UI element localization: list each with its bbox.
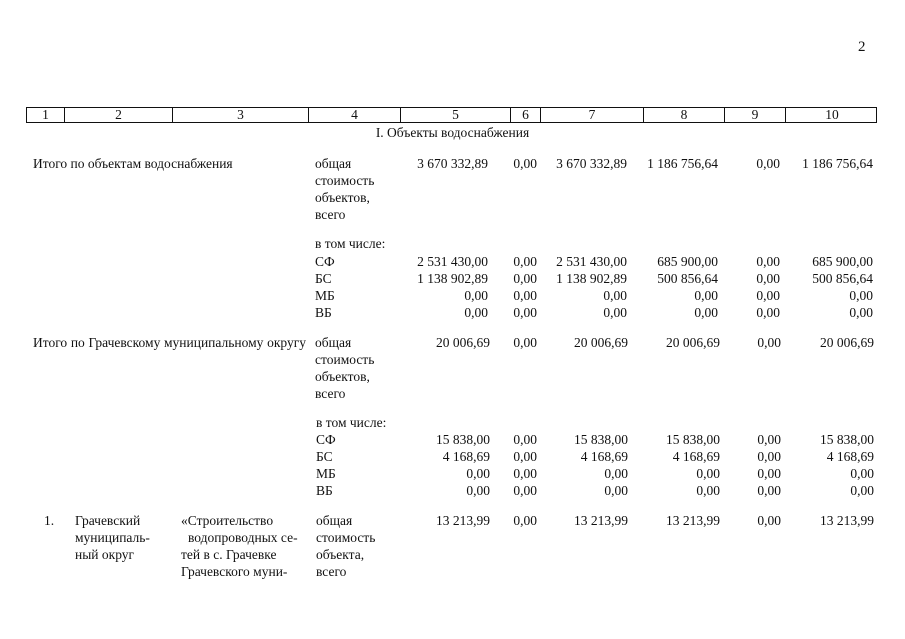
column-header-5: 5 bbox=[400, 108, 510, 122]
value-col7: 15 838,00 bbox=[574, 432, 628, 447]
value-col5: 13 213,99 bbox=[436, 513, 490, 528]
value-col7: 0,00 bbox=[604, 483, 628, 498]
value-col5: 1 138 902,89 bbox=[417, 271, 488, 286]
district-line: муниципаль- bbox=[75, 530, 150, 545]
value-col10: 15 838,00 bbox=[820, 432, 874, 447]
desc-line: общая bbox=[315, 156, 352, 171]
value-col6: 0,00 bbox=[513, 288, 537, 303]
fund-name: ВБ bbox=[316, 483, 333, 498]
value-col7: 0,00 bbox=[603, 288, 627, 303]
value-col7: 0,00 bbox=[603, 305, 627, 320]
value-col7: 1 138 902,89 bbox=[556, 271, 627, 286]
value-col8: 0,00 bbox=[694, 288, 718, 303]
value-col5: 0,00 bbox=[466, 466, 490, 481]
fund-name: СФ bbox=[316, 432, 336, 447]
value-col10: 685 900,00 bbox=[812, 254, 873, 269]
object-name-line: тей в с. Грачевке bbox=[181, 547, 277, 562]
district-line: Грачевский bbox=[75, 513, 141, 528]
value-col8: 0,00 bbox=[696, 466, 720, 481]
fund-name: ВБ bbox=[315, 305, 332, 320]
value-col6: 0,00 bbox=[513, 305, 537, 320]
value-col10: 0,00 bbox=[849, 305, 873, 320]
block-label: Итого по Грачевскому муниципальному округу bbox=[33, 335, 306, 350]
value-col9: 0,00 bbox=[756, 254, 780, 269]
value-col8: 0,00 bbox=[696, 483, 720, 498]
value-col9: 0,00 bbox=[757, 449, 781, 464]
item-number: 1. bbox=[44, 513, 55, 528]
value-col10: 0,00 bbox=[849, 288, 873, 303]
value-col9: 0,00 bbox=[757, 513, 781, 528]
object-name-line: Грачевского муни- bbox=[181, 564, 288, 579]
value-col8: 4 168,69 bbox=[672, 449, 720, 464]
total-col10: 1 186 756,64 bbox=[802, 156, 873, 171]
object-name-line: «Строительство bbox=[181, 513, 274, 528]
desc-line: общая bbox=[315, 335, 352, 350]
value-col6: 0,00 bbox=[513, 466, 537, 481]
block-label: Итого по объектам водоснабжения bbox=[33, 156, 233, 171]
value-col10: 13 213,99 bbox=[820, 513, 874, 528]
total-col10: 20 006,69 bbox=[820, 335, 874, 350]
value-col9: 0,00 bbox=[757, 432, 781, 447]
desc-line: объекта, bbox=[316, 547, 365, 562]
desc-line: всего bbox=[315, 207, 346, 222]
value-col10: 500 856,64 bbox=[812, 271, 873, 286]
fund-name: МБ bbox=[316, 466, 336, 481]
desc-line: всего bbox=[316, 564, 347, 579]
total-col8: 20 006,69 bbox=[666, 335, 720, 350]
desc-line: объектов, bbox=[315, 190, 370, 205]
value-col7: 2 531 430,00 bbox=[556, 254, 627, 269]
desc-line: общая bbox=[316, 513, 353, 528]
column-header-3: 3 bbox=[172, 108, 308, 122]
total-col6: 0,00 bbox=[513, 335, 537, 350]
value-col6: 0,00 bbox=[513, 271, 537, 286]
total-col9: 0,00 bbox=[756, 156, 780, 171]
value-col5: 0,00 bbox=[466, 483, 490, 498]
fund-name: БС bbox=[316, 449, 333, 464]
column-header-2: 2 bbox=[64, 108, 172, 122]
desc-line: объектов, bbox=[315, 369, 370, 384]
value-col5: 2 531 430,00 bbox=[417, 254, 488, 269]
total-col8: 1 186 756,64 bbox=[647, 156, 718, 171]
value-col5: 4 168,69 bbox=[442, 449, 490, 464]
fund-name: БС bbox=[315, 271, 332, 286]
column-header-9: 9 bbox=[724, 108, 785, 122]
column-header-8: 8 bbox=[643, 108, 724, 122]
desc-line: стоимость bbox=[315, 173, 375, 188]
total-col5: 3 670 332,89 bbox=[417, 156, 488, 171]
section-title: I. Объекты водоснабжения bbox=[375, 125, 530, 140]
column-header-1: 1 bbox=[42, 107, 49, 122]
column-header-4: 4 bbox=[308, 108, 400, 122]
value-col5: 0,00 bbox=[464, 288, 488, 303]
value-col6: 0,00 bbox=[513, 254, 537, 269]
value-col5: 15 838,00 bbox=[436, 432, 490, 447]
value-col8: 685 900,00 bbox=[657, 254, 718, 269]
value-col8: 15 838,00 bbox=[666, 432, 720, 447]
district-line: ный округ bbox=[75, 547, 135, 562]
column-header-6: 6 bbox=[510, 108, 540, 122]
total-col7: 20 006,69 bbox=[574, 335, 628, 350]
column-header-10: 10 bbox=[785, 108, 878, 122]
value-col5: 0,00 bbox=[464, 305, 488, 320]
value-col9: 0,00 bbox=[756, 288, 780, 303]
total-col6: 0,00 bbox=[513, 156, 537, 171]
value-col9: 0,00 bbox=[757, 466, 781, 481]
column-header-row bbox=[26, 107, 877, 123]
desc-line: всего bbox=[315, 386, 346, 401]
value-col10: 0,00 bbox=[850, 483, 874, 498]
value-col7: 4 168,69 bbox=[580, 449, 628, 464]
total-col7: 3 670 332,89 bbox=[556, 156, 627, 171]
value-col9: 0,00 bbox=[756, 305, 780, 320]
value-col6: 0,00 bbox=[513, 449, 537, 464]
value-col9: 0,00 bbox=[756, 271, 780, 286]
value-col8: 13 213,99 bbox=[666, 513, 720, 528]
fund-name: МБ bbox=[315, 288, 335, 303]
total-col5: 20 006,69 bbox=[436, 335, 490, 350]
value-col10: 0,00 bbox=[850, 466, 874, 481]
value-col8: 0,00 bbox=[694, 305, 718, 320]
subtotal-label: в том числе: bbox=[316, 415, 387, 430]
value-col6: 0,00 bbox=[513, 483, 537, 498]
value-col7: 0,00 bbox=[604, 466, 628, 481]
fund-name: СФ bbox=[315, 254, 335, 269]
value-col8: 500 856,64 bbox=[657, 271, 718, 286]
object-name-line: водопроводных се- bbox=[188, 530, 298, 545]
value-col10: 4 168,69 bbox=[826, 449, 874, 464]
value-col7: 13 213,99 bbox=[574, 513, 628, 528]
value-col9: 0,00 bbox=[757, 483, 781, 498]
desc-line: стоимость bbox=[316, 530, 376, 545]
value-col6: 0,00 bbox=[513, 432, 537, 447]
desc-line: стоимость bbox=[315, 352, 375, 367]
column-header-7: 7 bbox=[540, 108, 643, 122]
total-col9: 0,00 bbox=[757, 335, 781, 350]
page-number: 2 bbox=[858, 39, 866, 55]
value-col6: 0,00 bbox=[513, 513, 537, 528]
subtotal-label: в том числе: bbox=[315, 236, 386, 251]
